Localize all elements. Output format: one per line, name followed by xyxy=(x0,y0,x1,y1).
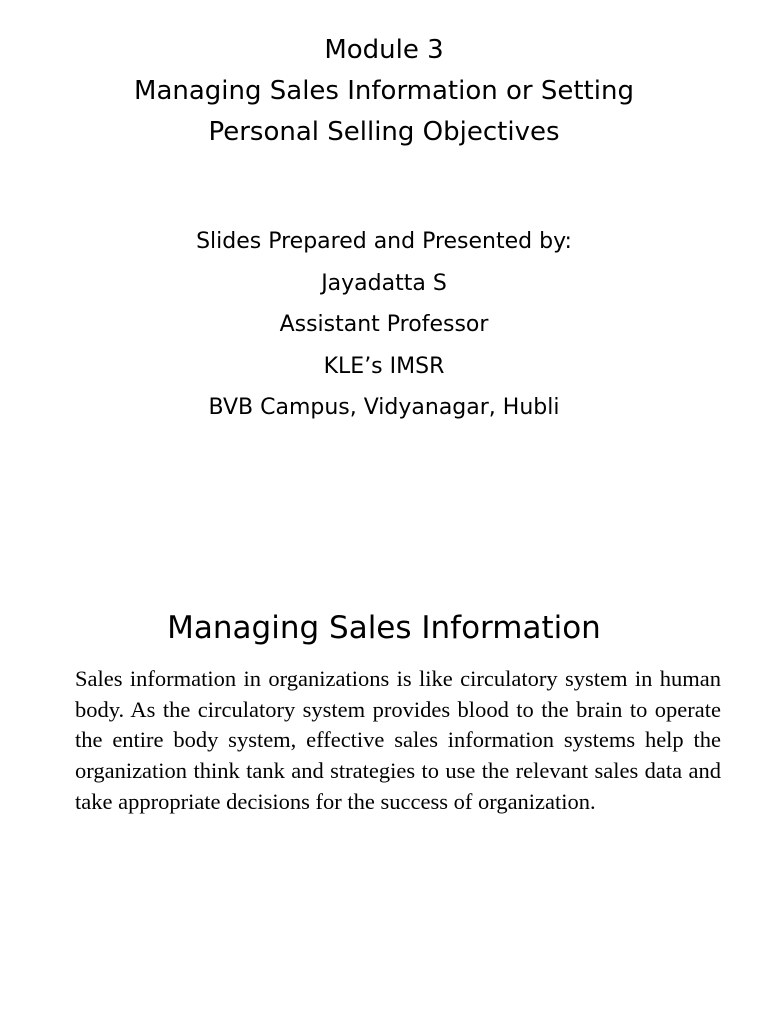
module-title-line-2: Personal Selling Objectives xyxy=(208,117,560,147)
presenter-info xyxy=(0,221,768,429)
slide-heading: Managing Sales Information xyxy=(167,610,601,646)
presenter-name: Jayadatta S xyxy=(321,270,447,296)
module-title-line-1: Managing Sales Information or Setting xyxy=(134,76,634,106)
slide-title xyxy=(0,30,768,153)
module-number: Module 3 xyxy=(324,35,444,65)
slide-body-paragraph: Sales information in organizations is like circulatory system in human body. As the circulatory system provides blood to the brain to operate the entire body system, effective sales information systems help the organization think tank and strategies to use the relevant sales data and take appropriate decisions for the success of organization. xyxy=(75,666,721,814)
presenter-institute: KLE’s IMSR xyxy=(323,353,445,379)
presenter-intro: Slides Prepared and Presented by: xyxy=(196,229,572,254)
presenter-address: BVB Campus, Vidyanagar, Hubli xyxy=(208,395,560,420)
presenter-designation: Assistant Professor xyxy=(279,312,489,337)
slide-content-page xyxy=(0,512,768,1024)
